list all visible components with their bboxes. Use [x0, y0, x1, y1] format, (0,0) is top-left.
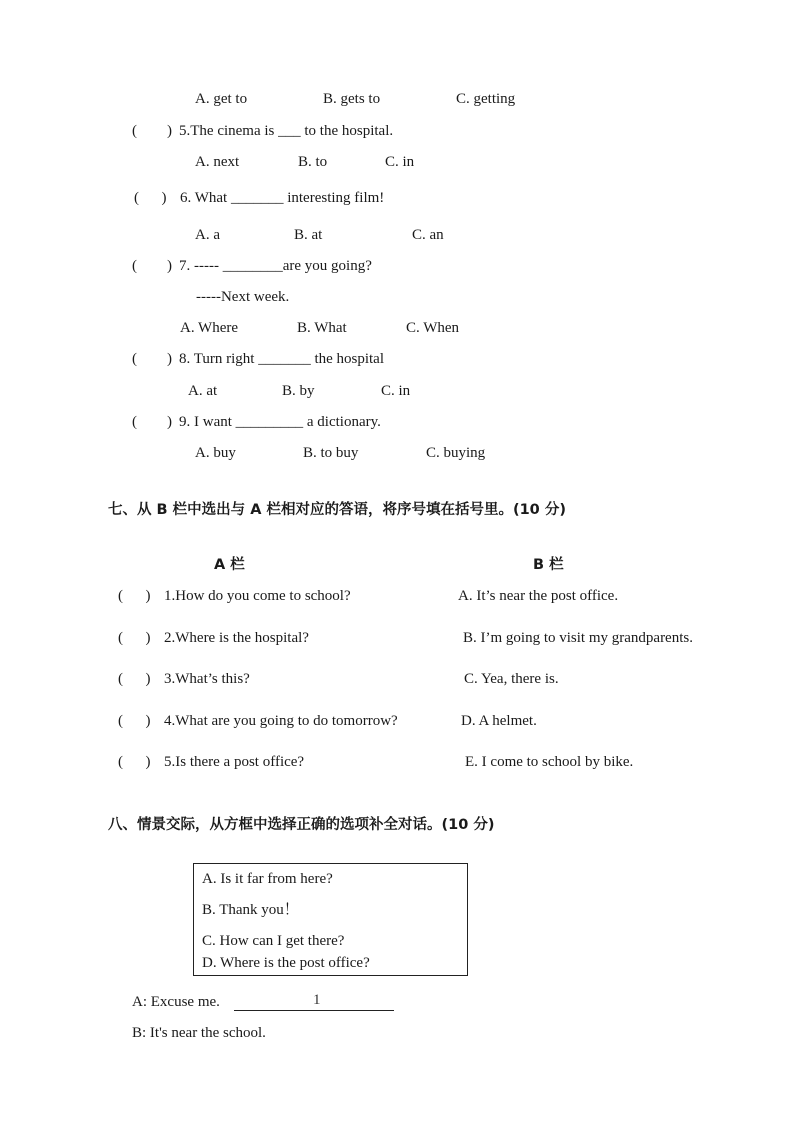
q5-option-a: A. next [195, 154, 240, 170]
q8-option-c: C. in [381, 383, 411, 399]
q7-option-b: B. What [297, 320, 347, 336]
section7-row5-paren: ( ) [118, 754, 151, 770]
box-option-c: C. How can I get there? [202, 933, 345, 949]
q9-option-a: A. buy [195, 445, 236, 461]
section7-row2-answer: B. I’m going to visit my grandparents. [463, 630, 693, 646]
section7-row5-question: 5.Is there a post office? [164, 754, 305, 770]
q9-option-c: C. buying [426, 445, 486, 461]
section7-row2-paren: ( ) [118, 630, 151, 646]
q9-answer-paren: ( ) [132, 414, 172, 430]
q6-question: 6. What _______ interesting film! [180, 190, 385, 206]
q7-answer-line: -----Next week. [196, 289, 290, 305]
section7-row1-answer: A. It’s near the post office. [458, 588, 619, 604]
q5-answer-paren: ( ) [132, 123, 172, 139]
section7-row1-question: 1.How do you come to school? [164, 588, 351, 604]
section7-row3-question: 3.What’s this? [164, 671, 250, 687]
section7-title: 七、从 B 栏中选出与 A 栏相对应的答语，将序号填在括号里。(10 分) [108, 502, 566, 518]
q6-option-b: B. at [294, 227, 323, 243]
section7-row5-answer: E. I come to school by bike. [465, 754, 634, 770]
q6-option-a: A. a [195, 227, 220, 243]
section7-row4-question: 4.What are you going to do tomorrow? [164, 713, 398, 729]
section7-row1-paren: ( ) [118, 588, 151, 604]
q9-question: 9. I want _________ a dictionary. [179, 414, 381, 430]
q7-option-c: C. When [406, 320, 460, 336]
q9-option-b: B. to buy [303, 445, 359, 461]
dialog-blank-1[interactable] [234, 1010, 394, 1011]
q4-option-a: A. get to [195, 91, 248, 107]
q6-answer-paren: ( ) [134, 190, 167, 206]
dialog-line-a: A: Excuse me. [132, 994, 220, 1010]
q5-question: 5.The cinema is ___ to the hospital. [179, 123, 394, 139]
q5-option-c: C. in [385, 154, 415, 170]
section7-row3-answer: C. Yea, there is. [464, 671, 559, 687]
q8-question: 8. Turn right _______ the hospital [179, 351, 385, 367]
section7-column-b-header: B 栏 [533, 557, 564, 573]
box-option-d: D. Where is the post office? [202, 955, 370, 971]
section7-column-a-header: A 栏 [214, 557, 245, 573]
section7-row4-paren: ( ) [118, 713, 151, 729]
q4-option-c: C. getting [456, 91, 516, 107]
q5-option-b: B. to [298, 154, 328, 170]
box-option-b: B. Thank you！ [202, 902, 299, 918]
q8-option-a: A. at [188, 383, 218, 399]
q7-question: 7. ----- ________are you going? [179, 258, 372, 274]
dialog-blank-number: 1 [313, 992, 321, 1008]
section7-row4-answer: D. A helmet. [461, 713, 537, 729]
section7-row2-question: 2.Where is the hospital? [164, 630, 309, 646]
section7-row3-paren: ( ) [118, 671, 151, 687]
dialog-line-b: B: It's near the school. [132, 1025, 266, 1041]
q6-option-c: C. an [412, 227, 444, 243]
q8-option-b: B. by [282, 383, 315, 399]
box-option-a: A. Is it far from here? [202, 871, 333, 887]
q7-answer-paren: ( ) [132, 258, 172, 274]
q7-option-a: A. Where [180, 320, 239, 336]
section8-title: 八、情景交际，从方框中选择正确的选项补全对话。(10 分) [108, 817, 495, 833]
q8-answer-paren: ( ) [132, 351, 172, 367]
q4-option-b: B. gets to [323, 91, 381, 107]
